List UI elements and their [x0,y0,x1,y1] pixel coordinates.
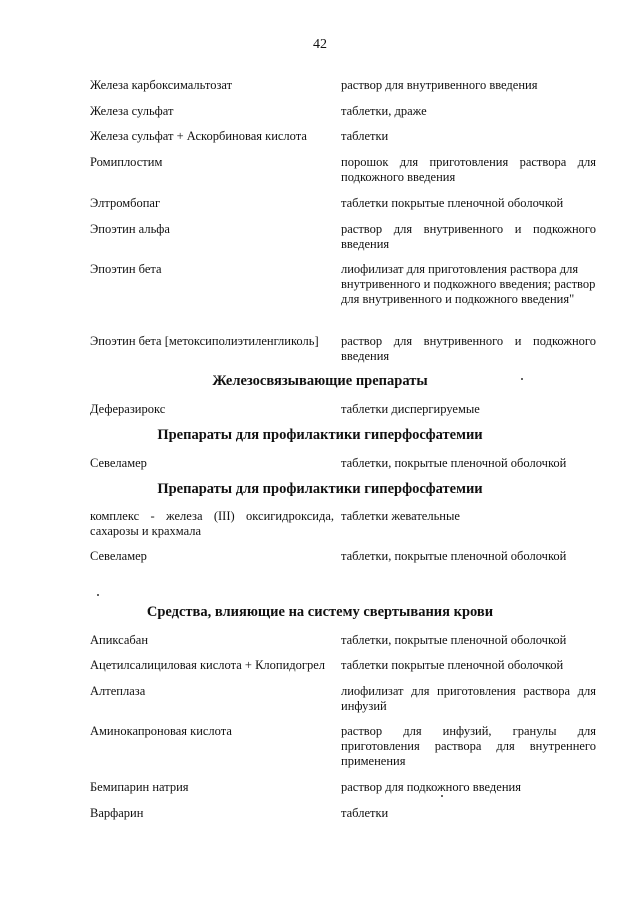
drug-name: Севеламер [90,456,147,470]
section-heading: Препараты для профилактики гиперфосфатемии [157,427,483,443]
drug-name: комплекс - железа (III) оксигидроксида, сахарозы и крахмала [90,509,334,538]
drug-name: Ацетилсалициловая кислота + Клопидогрел [90,658,326,672]
drug-name: Бемипарин натрия [90,780,189,794]
dosage-form: таблетки, драже [341,104,427,118]
speck [441,795,443,797]
dosage-form: лиофилизат для приготовления раствора для внутривенного и подкожного введения; раствор для внутривенного и подкожного введения" [341,262,596,306]
drug-name: Эпоэтин альфа [90,222,170,236]
dosage-form: раствор для внутривенного введения [341,78,538,92]
drug-name: Эпоэтин бета [метоксиполиэтиленгликоль] [90,334,319,348]
speck [97,594,99,596]
drug-name: Элтромбопаг [90,196,161,210]
drug-name: Алтеплаза [90,684,146,698]
drug-name: Севеламер [90,549,147,563]
dosage-form: раствор для внутривенного и подкожного введения [341,222,596,251]
dosage-form: таблетки, покрытые пленочной оболочкой [341,456,567,470]
section-heading: Железосвязывающие препараты [212,373,428,389]
section-heading: Препараты для профилактики гиперфосфатемии [157,481,483,497]
dosage-form: лиофилизат для приготовления раствора для инфузий [341,684,596,713]
drug-name: Эпоэтин бета [90,262,162,276]
dosage-form: таблетки, покрытые пленочной оболочкой [341,549,567,563]
speck [521,378,523,380]
drug-name: Варфарин [90,806,144,820]
dosage-form: таблетки покрытые пленочной оболочкой [341,658,564,672]
dosage-form: раствор для подкожного введения [341,780,521,794]
drug-name: Аминокапроновая кислота [90,724,232,738]
drug-name: Апиксабан [90,633,149,647]
dosage-form: таблетки покрытые пленочной оболочкой [341,196,564,210]
drug-name: Железа сульфат + Аскорбиновая кислота [90,129,307,143]
drug-name: Деферазирокс [90,402,166,416]
dosage-form: таблетки [341,806,389,820]
drug-name: Железа карбоксимальтозат [90,78,233,92]
dosage-form: раствор для внутривенного и подкожного введения [341,334,596,363]
drug-name: Железа сульфат [90,104,174,118]
drug-name: Ромиплостим [90,155,163,169]
section-heading: Средства, влияющие на систему свертывания крови [146,604,494,620]
dosage-form: таблетки диспергируемые [341,402,480,416]
dosage-form: таблетки [341,129,389,143]
dosage-form: раствор для инфузий, гранулы для приготовления раствора для внутреннего применения [341,724,596,768]
page-number: 42 [313,37,327,52]
dosage-form: таблетки, покрытые пленочной оболочкой [341,633,567,647]
dosage-form: порошок для приготовления раствора для подкожного введения [341,155,596,184]
dosage-form: таблетки жевательные [341,509,460,523]
